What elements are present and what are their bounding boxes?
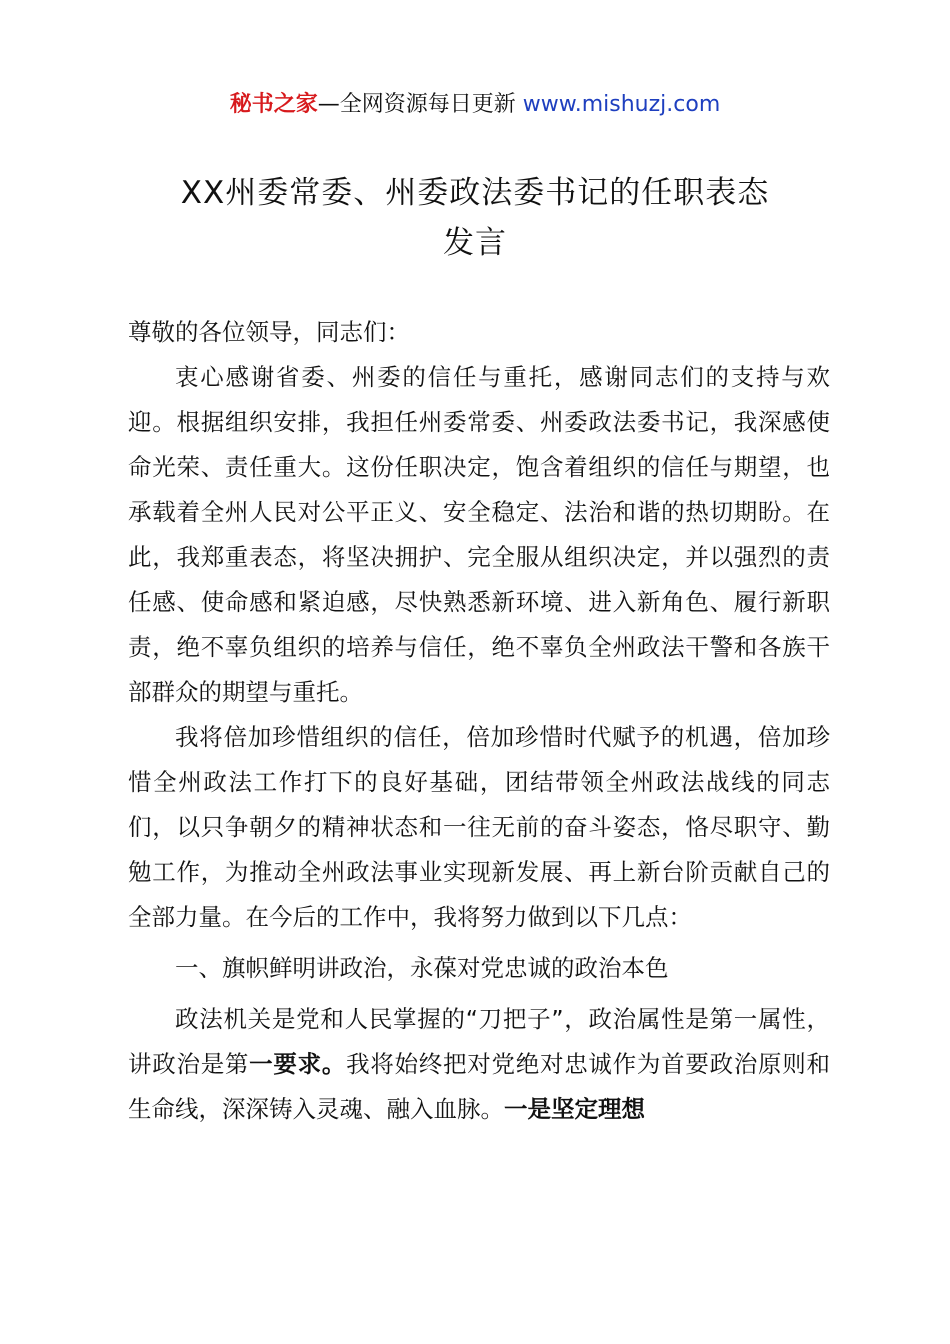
paragraph-3-bold-b: 一是坚定理想 [504,1095,645,1123]
paragraph-3-bold-a: 一要求。 [249,1050,347,1078]
paragraph-3-text-b: 我将始终把对党绝对忠诚作为首要政治原则和生命线，深深铸入灵魂、融入血脉。 [128,1050,831,1123]
paragraph-3-text-a: 政法机关是党和人民掌握的“刀把子”，政治属性是第一属性，讲政治是第 [128,1005,830,1078]
paragraph-1: 衷心感谢省委、州委的信任与重托，感谢同志们的支持与欢迎。根据组织安排，我担任州委常委、州委政法委书记，我深感使命光荣、责任重大。这份任职决定，饱含着组织的信任与期望，也承载着全州人民对公平正义、安全稳定、法治和谐的热切期盼。在此，我郑重表态，将坚决拥护、完全服从组织决定，并以强烈的责任感、使命感和紧迫感，尽快熟悉新环境、进入新角色、履行新职责，绝不辜负组织的培养与信任，绝不辜负全州政法干警和各族干部群众的期望与重托。 [128,363,830,706]
paragraph-2: 我将倍加珍惜组织的信任，倍加珍惜时代赋予的机遇，倍加珍惜全州政法工作打下的良好基础，团结带领全州政法战线的同志们，以只争朝夕的精神状态和一往无前的奋斗姿态，恪尽职守、勤勉工作，为推动全州政法事业实现新发展、再上新台阶贡献自己的全部力量。在今后的工作中，我将努力做到以下几点： [128,723,830,931]
document-title [120,168,830,268]
site-url-link[interactable]: www.mishuzj.com [522,92,721,117]
brand-name: 秘书之家 [229,92,318,117]
section-heading-1: 一、旗帜鲜明讲政治，永葆对党忠诚的政治本色 [175,954,669,982]
title-line-1: XX州委常委、州委政法委书记的任职表态 [180,175,770,211]
salutation: 尊敬的各位领导，同志们： [128,318,410,346]
site-header [0,88,950,122]
document-body [128,310,830,1132]
header-tagline: —全网资源每日更新 [317,92,523,117]
title-line-2: 发言 [443,225,507,261]
paragraph-3 [128,997,830,1132]
